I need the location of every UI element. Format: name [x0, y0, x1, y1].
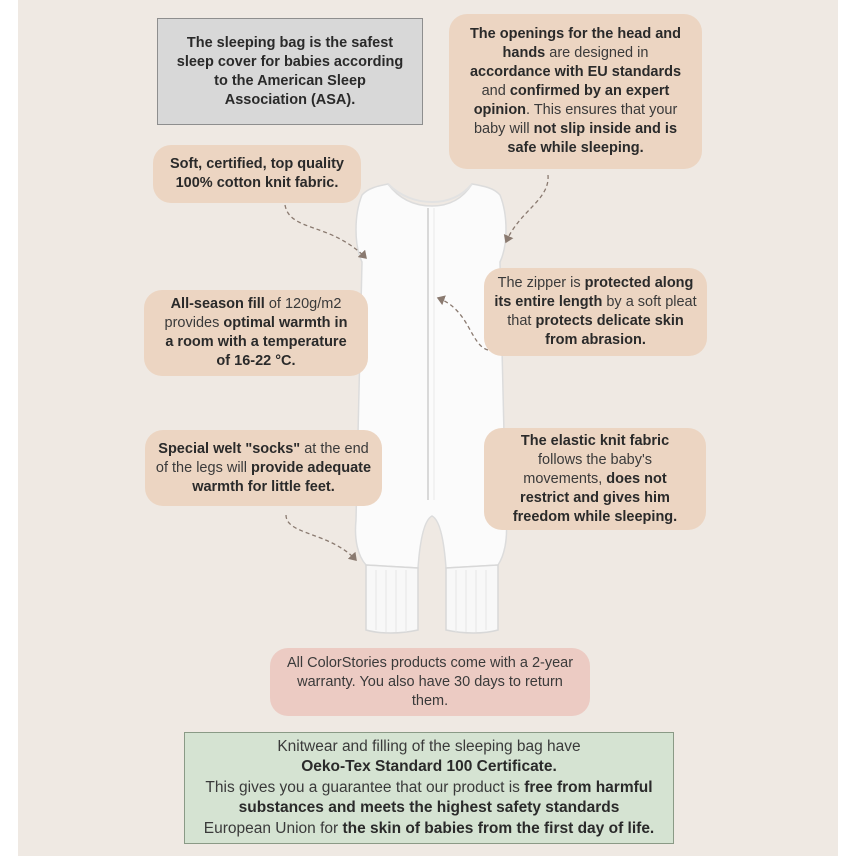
socks-note-line: [156, 459, 371, 478]
fabric-note-line: [176, 174, 339, 193]
certificate-note-line: [239, 798, 620, 819]
text-segment: Special welt "socks": [158, 440, 301, 457]
certificate-note-line: [301, 757, 557, 778]
text-segment: free from harmful: [524, 778, 653, 796]
elastic-note-line: [521, 432, 669, 451]
text-segment: provide adequate: [251, 459, 372, 476]
warranty-note-line: [297, 673, 563, 692]
certificate-note-line: [277, 737, 580, 758]
openings-note-line: [474, 120, 677, 139]
text-segment: the skin of babies from the first day of life.: [342, 819, 655, 837]
openings-note-line: [474, 101, 678, 120]
warranty-note: [270, 648, 590, 716]
text-segment: All-season fill: [170, 296, 265, 312]
text-segment: All ColorStories products come with a 2-year: [286, 654, 574, 671]
text-segment: of the legs will: [155, 459, 252, 476]
socks-note-line: [192, 478, 335, 497]
socks-note: [145, 430, 382, 506]
text-segment: that: [507, 313, 536, 329]
openings-note-line: [507, 139, 643, 158]
socks-note-line: [158, 440, 368, 459]
text-segment: safe while sleeping.: [507, 140, 644, 156]
certificate-note-line: [204, 819, 655, 840]
text-segment: not slip inside and is: [533, 121, 678, 137]
text-segment: to the American Sleep: [214, 72, 366, 89]
text-segment: of 16-22 °C.: [216, 353, 296, 369]
text-segment: hands: [502, 45, 546, 61]
text-segment: This gives you a guarantee that our product is: [205, 778, 525, 796]
text-segment: them.: [411, 692, 449, 709]
asa-note-line: [225, 91, 356, 110]
text-segment: Soft, certified, top quality: [169, 156, 344, 172]
text-segment: The zipper is: [497, 275, 585, 291]
text-segment: provides: [164, 315, 224, 331]
certificate-note-line: [205, 778, 652, 799]
text-segment: a room with a temperature: [165, 334, 347, 350]
text-segment: 100% cotton knit fabric.: [175, 175, 339, 191]
text-segment: warmth for little feet.: [192, 478, 335, 495]
text-segment: by a soft pleat: [602, 294, 697, 310]
text-segment: of 120g/m2: [264, 296, 342, 312]
openings-note-line: [470, 25, 681, 44]
fill-note: [144, 290, 368, 376]
text-segment: its entire length: [494, 294, 603, 310]
arrow-openings: [506, 175, 548, 242]
text-segment: protected along: [584, 275, 694, 291]
text-segment: optimal warmth in: [223, 315, 348, 331]
fill-note-line: [165, 314, 348, 333]
left-sock: [366, 565, 418, 633]
text-segment: The elastic knit fabric: [520, 432, 670, 449]
openings-note-line: [482, 82, 670, 101]
fabric-note: [153, 145, 361, 203]
text-segment: freedom while sleeping.: [512, 508, 678, 525]
text-segment: does not: [606, 470, 667, 487]
text-segment: opinion: [473, 102, 527, 118]
text-segment: follows the baby's: [538, 451, 652, 468]
zipper-note-line: [494, 293, 696, 312]
openings-note-line: [503, 44, 649, 63]
zipper-note-line: [498, 274, 694, 293]
elastic-note-line: [513, 508, 677, 527]
text-segment: substances and meets the highest safety standards: [238, 799, 620, 817]
text-segment: . This ensures that your: [526, 102, 678, 118]
certificate-note: [184, 732, 674, 844]
asa-note: [157, 18, 423, 125]
text-segment: baby will: [473, 121, 534, 137]
fabric-note-line: [170, 155, 344, 174]
fill-note-line: [165, 333, 346, 352]
fill-note-line: [171, 295, 342, 314]
asa-note-line: [214, 72, 366, 91]
asa-note-line: [177, 53, 403, 72]
text-segment: Association (ASA).: [224, 91, 356, 108]
elastic-note-line: [520, 489, 670, 508]
arrow-socks: [286, 515, 356, 560]
arrow-fabric: [285, 205, 366, 258]
text-segment: sleep cover for babies according: [176, 53, 404, 70]
warranty-note-line: [287, 654, 573, 673]
right-sock: [446, 565, 498, 633]
openings-note: [449, 14, 702, 169]
text-segment: confirmed by an expert: [509, 83, 670, 99]
zipper-note-line: [545, 331, 646, 350]
asa-note-line: [187, 34, 393, 53]
text-segment: accordance with EU standards: [469, 64, 682, 80]
text-segment: at the end: [300, 440, 369, 457]
elastic-note: [484, 428, 706, 530]
fill-note-line: [216, 352, 295, 371]
warranty-note-line: [412, 692, 448, 711]
text-segment: from abrasion.: [545, 332, 646, 348]
text-segment: warranty. You also have 30 days to return: [297, 673, 563, 690]
text-segment: are designed in: [545, 45, 649, 61]
text-segment: Oeko-Tex Standard 100 Certificate.: [301, 758, 557, 776]
zipper-note-line: [507, 312, 684, 331]
text-segment: European Union for: [203, 819, 343, 837]
zipper-note: [484, 268, 707, 356]
text-segment: protects delicate skin: [535, 313, 684, 329]
text-segment: restrict and gives him: [520, 489, 670, 506]
openings-note-line: [470, 63, 681, 82]
text-segment: movements,: [523, 470, 607, 487]
text-segment: and: [481, 83, 510, 99]
elastic-note-line: [523, 470, 666, 489]
text-segment: The openings for the head and: [469, 26, 682, 42]
text-segment: Knitwear and filling of the sleeping bag have: [277, 737, 581, 755]
text-segment: The sleeping bag is the safest: [186, 34, 394, 51]
elastic-note-line: [538, 451, 652, 470]
